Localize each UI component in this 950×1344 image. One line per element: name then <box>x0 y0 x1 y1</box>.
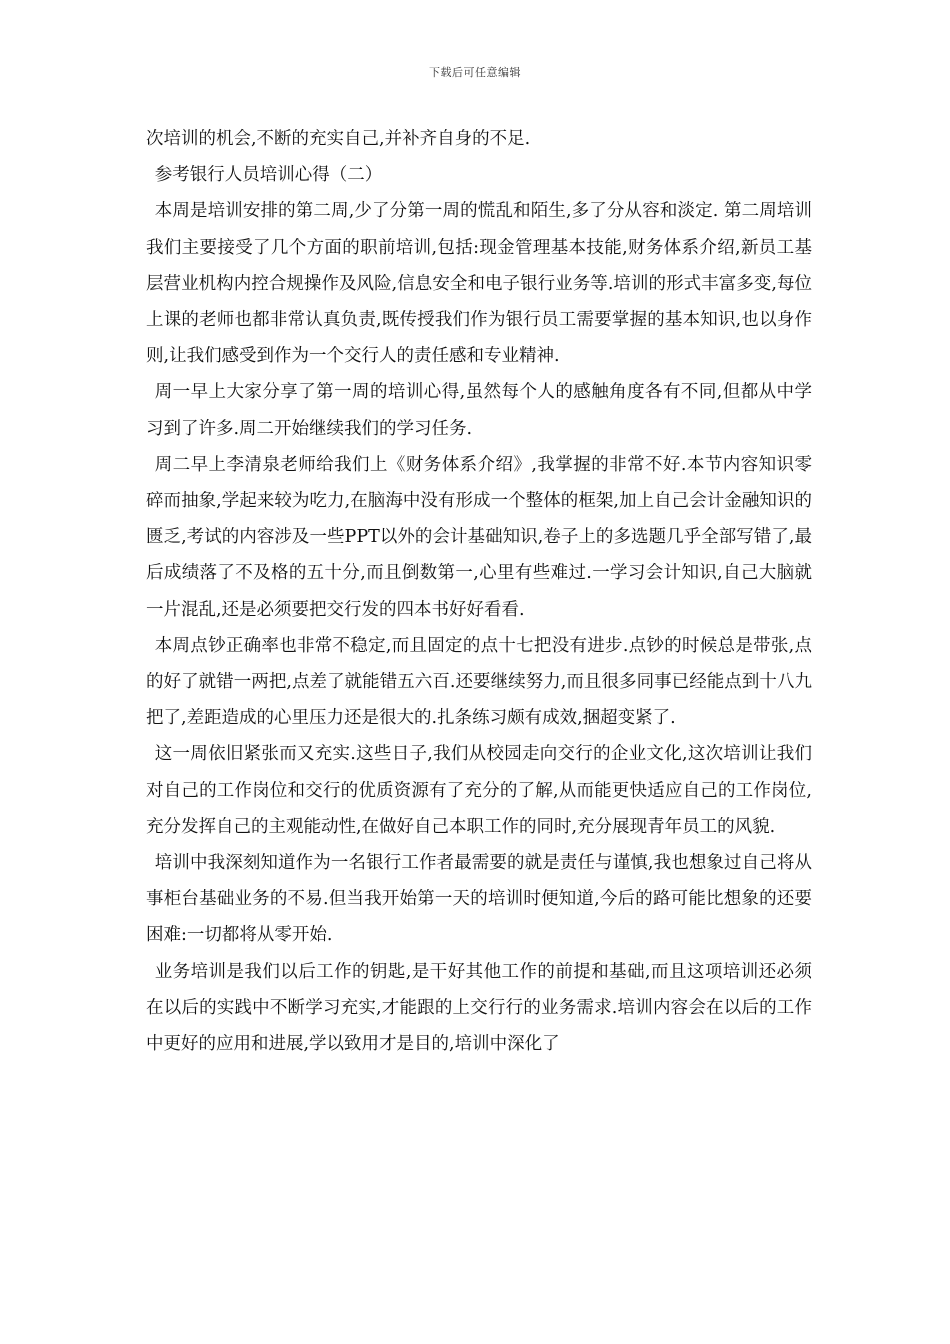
paragraph-7: 培训中我深刻知道作为一名银行工作者最需要的就是责任与谨慎,我也想象过自己将从事柜台基础业务的不易.但当我开始第一天的培训时便知道,今后的路可能比想象的还要困难:一切都将从零开始. <box>146 853 812 946</box>
paragraph-2: 本周是培训安排的第二周,少了分第一周的慌乱和陌生,多了分从容和淡定. 第二周培训我们主要接受了几个方面的职前培训,包括:现金管理基本技能,财务体系介绍,新员工基层营业机构内控合规操作及风险,信息安全和电子银行业务等.培训的形式丰富多变,每位上课的老师也都非常认真负责,既传授我们作为银行员工需要掌握的基本知识,也以身作则,让我们感受到作为一个交行人的责任感和专业精神. <box>146 201 812 367</box>
paragraph-1: 次培训的机会,不断的充实自己,并补齐自身的不足. <box>146 129 531 149</box>
paragraph-3: 周一早上大家分享了第一周的培训心得,虽然每个人的感触角度各有不同,但都从中学习到了许多.周二开始继续我们的学习任务. <box>146 382 812 439</box>
paragraph-4: 周二早上李清泉老师给我们上《财务体系介绍》,我掌握的非常不好.本节内容知识零碎而抽象,学起来较为吃力,在脑海中没有形成一个整体的框架,加上自己会计金融知识的匮乏,考试的内容涉及一些PPT以外的会计基础知识,卷子上的多选题几乎全部写错了,最后成绩落了不及格的五十分,而且倒数第一,心里有些难过.一学习会计知识,自己大脑就一片混乱,还是必须要把交行发的四本书好好看看. <box>146 454 812 620</box>
section-heading: 参考银行人员培训心得（二） <box>154 165 383 186</box>
paragraph-8: 业务培训是我们以后工作的钥匙,是干好其他工作的前提和基础,而且这项培训还必须在以后的实践中不断学习充实,才能跟的上交行行的业务需求.培训内容会在以后的工作中更好的应用和进展,学以致用才是目的,培训中深化了 <box>146 961 812 1055</box>
document-body <box>146 121 812 1062</box>
paragraph-6: 这一周依旧紧张而又充实.这些日子,我们从校园走向交行的企业文化,这次培训让我们对自己的工作岗位和交行的优质资源有了充分的了解,从而能更快适应自己的工作岗位,充分发挥自己的主观能动性,在做好自己本职工作的同时,充分展现青年员工的风貌. <box>146 744 812 837</box>
paragraph-5: 本周点钞正确率也非常不稳定,而且固定的点十七把没有进步.点钞的时候总是带张,点的好了就错一两把,点差了就能错五六百.还要继续努力,而且很多同事已经能点到十八九把了,差距造成的心里压力还是很大的.扎条练习颇有成效,捆超变紧了. <box>146 635 812 729</box>
page-header: 下载后可任意编辑 <box>429 66 521 79</box>
